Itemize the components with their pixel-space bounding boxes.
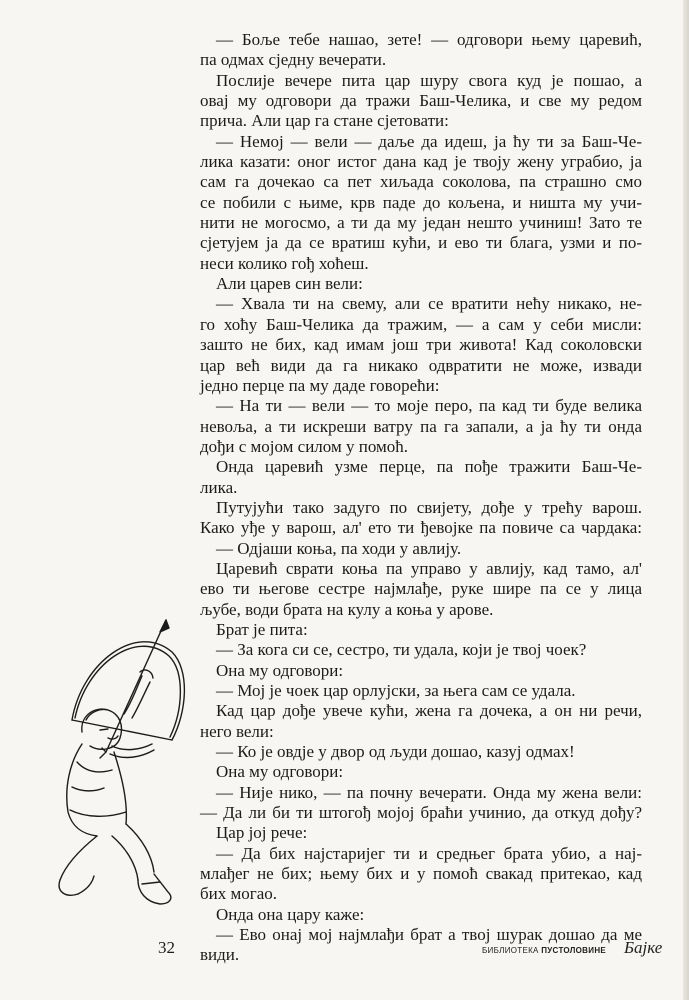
text-line: — Боље тебе нашао, зете! — одговори њему царевић, xyxy=(216,30,642,49)
text-line: — Мој је чоек цар орлујски, за њега сам се удала. xyxy=(216,681,576,700)
text-line: ево ти његове сестре најмлађе, руке шире па се у лица xyxy=(200,579,642,599)
text-line: прича. Али цар га стане сјетовати: xyxy=(200,111,449,131)
text-line: Она му одговори: xyxy=(216,762,344,782)
text-line: сам га дочекао са пет хиљада соколова, па страшно смо xyxy=(200,172,642,192)
text-line: Брат је пита: xyxy=(216,619,308,639)
text-line: види. xyxy=(200,945,240,965)
text-line: зашто не бих, кад имам још три живота! Кад соколовски xyxy=(200,335,642,355)
text-line: овај му одговори да тражи Баш-Челика, и све му редом xyxy=(200,91,642,111)
page-edge-shadow xyxy=(683,0,689,1000)
text-line: Али царев син вели: xyxy=(216,274,363,294)
text-line: — За кога си се, сестро, ти удала, који је твој чоек? xyxy=(216,640,587,660)
text-line: се побили с њиме, крв паде до кољена, и ништа му учи- xyxy=(200,192,642,212)
text-line: нити не могосмо, а ти да му један нешто учиниш! Зато те xyxy=(200,213,642,233)
text-line: — Да ли би ти штогођ мојој браћи учинио, да откуд дођу? xyxy=(200,803,642,823)
text-line: — Хвала ти на свему, али се вратити нећу никако, не- xyxy=(216,294,642,314)
text-line: љубе, води брата на кулу а коња у арове. xyxy=(200,599,494,619)
text-line: млађег не бих; њему бих и у помоћ свакад притекао, кад xyxy=(200,864,642,884)
text-line: Царевић сврати коња па управо у авлију, кад тамо, ал' xyxy=(216,558,642,578)
brand-title: Бајке xyxy=(624,938,663,957)
text-line: лика казати: оног истог дана кад је твоју жену уграбио, ја xyxy=(200,152,642,172)
text-line: лика. xyxy=(200,477,238,497)
text-line: — Није нико, — па почну вечерати. Онда му жена вели: xyxy=(216,782,642,802)
text-line: — Немој — вели — даље да идеш, ја ћу ти за Баш-Че- xyxy=(216,131,642,151)
text-line: неси колико гођ хоћеш. xyxy=(200,253,369,273)
text-line: једно перце па му даде говорећи: xyxy=(200,375,440,395)
text-line: бих могао. xyxy=(200,884,278,904)
text-line: Послије вечере пита цар шуру свога куд је пошао, а xyxy=(216,70,642,90)
archer-illustration xyxy=(42,612,202,917)
text-line: Кад цар дође увече кући, жена га дочека, а он ни речи, xyxy=(216,701,642,721)
text-line: дођи с мојом силом у помоћ. xyxy=(200,436,409,456)
story-text xyxy=(200,30,642,966)
text-line: — Да бих најстаријег ти и средњег брата убио, а нај- xyxy=(216,843,642,863)
text-line: Како уђе у варош, ал' ето ти ђевојке па повиче са чардака: xyxy=(200,518,642,538)
text-line: Путујући тако задуго по свијету, дође у трећу варош. xyxy=(216,497,642,517)
text-line: — Ево онај мој најмлађи брат а твој шурак дошао да ме xyxy=(216,925,642,945)
series-name: ПУСТОЛОВИНЕ xyxy=(541,946,607,955)
text-line: Онда царевић узме перце, па пође тражити Баш-Че- xyxy=(216,457,642,477)
text-line: сјетујем ја да се вратиш кући, и ево ти блага, узми и по- xyxy=(200,233,642,253)
text-line: — Одјаши коња, па ходи у авлију. xyxy=(216,538,462,558)
text-line: — На ти — вели — то моје перо, па кад ти буде велика xyxy=(216,396,642,416)
text-line: го хоћу Баш-Челика да тражим, — а сам у себи мисли: xyxy=(200,314,642,334)
series-prefix: БИБЛИОТЕКА xyxy=(482,946,539,955)
text-line: Она му одговори: xyxy=(216,660,344,680)
page-number: 32 xyxy=(158,938,175,957)
text-line: невоља, а ти искреши ватру па га запали, а ја ћу ти онда xyxy=(200,416,642,436)
text-line: него вели: xyxy=(200,721,274,741)
text-line: — Ко је овдје у двор од људи дошао, казуј одмах! xyxy=(216,742,575,762)
text-line: па одмах сједну вечерати. xyxy=(200,50,387,70)
series-label xyxy=(482,946,606,955)
text-line: цар већ види да га никако одвратити не може, извади xyxy=(200,355,642,375)
text-line: Онда она цару каже: xyxy=(216,904,365,924)
text-line: Цар јој рече: xyxy=(216,823,308,843)
